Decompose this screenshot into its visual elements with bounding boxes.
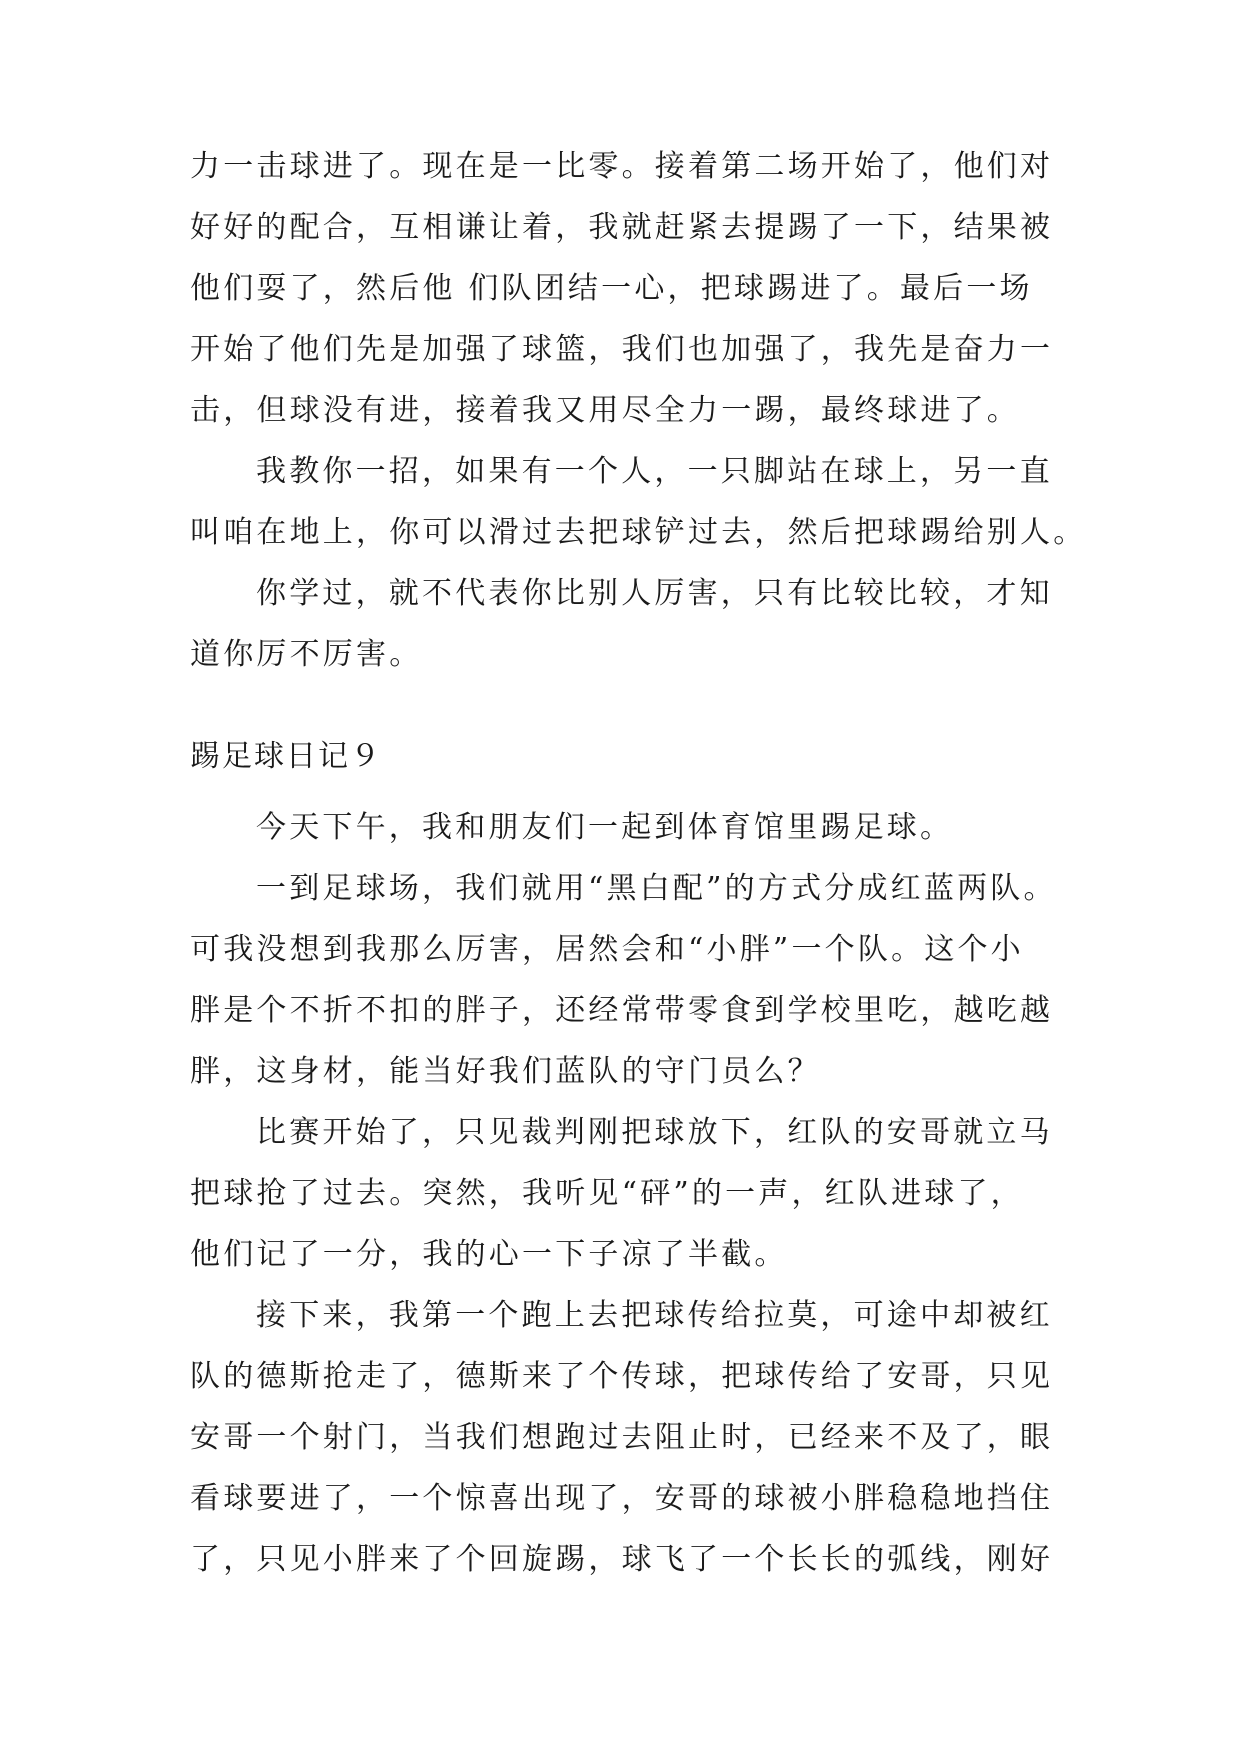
section-heading: 踢足球日记９ [190,739,382,774]
paragraph-line: 开始了他们先是加强了球篮，我们也加强了，我先是奋力一 [190,332,1054,367]
paragraph-line: 他们耍了，然后他 们队团结一心，把球踢进了。最后一场 [190,271,1033,306]
paragraph-line: 力一击球进了。现在是一比零。接着第二场开始了，他们对 [190,149,1054,184]
paragraph-line: 一到足球场，我们就用“黑白配”的方式分成红蓝两队。 [256,871,1057,906]
paragraph-line: 队的德斯抢走了，德斯来了个传球，把球传给了安哥，只见 [190,1359,1054,1394]
paragraph-line: 可我没想到我那么厉害，居然会和“小胖”一个队。这个小 [190,932,1024,967]
paragraph-line: 道你厉不厉害。 [190,637,423,672]
paragraph-line: 接下来，我第一个跑上去把球传给拉莫，可途中却被红 [256,1298,1053,1333]
paragraph-line: 安哥一个射门，当我们想跑过去阻止时，已经来不及了，眼 [190,1420,1054,1455]
paragraph-line: 胖，这身材，能当好我们蓝队的守门员么？ [190,1054,821,1089]
paragraph-line: 比赛开始了，只见裁判刚把球放下，红队的安哥就立马 [256,1115,1053,1150]
paragraph-line: 了，只见小胖来了个回旋踢，球飞了一个长长的弧线，刚好 [190,1542,1054,1577]
text-block-2 [190,797,1070,1590]
paragraph-line: 我教你一招，如果有一个人，一只脚站在球上，另一直 [256,454,1053,489]
paragraph-line: 把球抢了过去。突然，我听见“砰”的一声，红队进球了， [190,1176,1024,1211]
paragraph-line: 叫咱在地上，你可以滑过去把球铲过去，然后把球踢给别人。 [190,515,1087,550]
paragraph-line: 好好的配合，互相谦让着，我就赶紧去提踢了一下，结果被 [190,210,1054,245]
paragraph-line: 你学过，就不代表你比别人厉害，只有比较比较，才知 [256,576,1053,611]
text-block-1 [190,136,1087,685]
paragraph-line: 胖是个不折不扣的胖子，还经常带零食到学校里吃，越吃越 [190,993,1054,1028]
paragraph-line: 看球要进了，一个惊喜出现了，安哥的球被小胖稳稳地挡住 [190,1481,1054,1516]
paragraph-line: 击，但球没有进，接着我又用尽全力一踢，最终球进了。 [190,393,1020,428]
paragraph-line: 他们记了一分，我的心一下子凉了半截。 [190,1237,788,1272]
paragraph-line: 今天下午，我和朋友们一起到体育馆里踢足球。 [256,810,954,845]
